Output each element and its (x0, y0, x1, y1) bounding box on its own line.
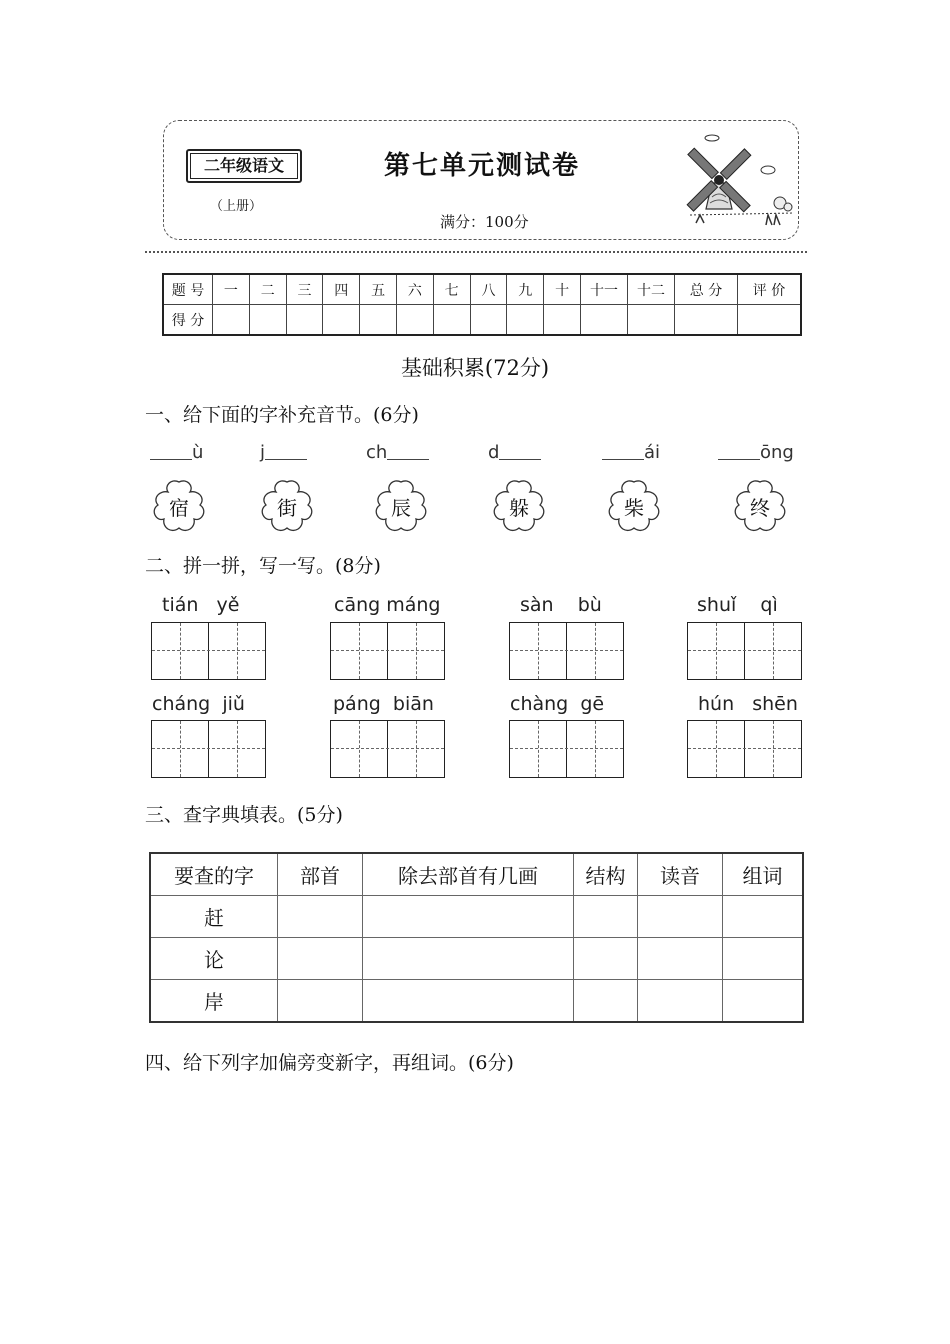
table-row (150, 938, 803, 980)
answer-cell[interactable] (278, 938, 363, 980)
score-header-cell: 二 (249, 274, 286, 305)
flower-char-text: 辰 (391, 496, 411, 520)
answer-cell[interactable] (638, 896, 723, 938)
full-score: 满分：100分 (440, 213, 529, 231)
grade-label-box (186, 149, 302, 183)
flower-char (605, 478, 663, 534)
answer-cell[interactable] (363, 980, 574, 1023)
header-banner (163, 120, 799, 240)
lookup-char: 论 (150, 938, 278, 980)
answer-cell[interactable] (278, 896, 363, 938)
score-header-cell: 五 (360, 274, 397, 305)
answer-cell[interactable] (574, 980, 638, 1023)
writing-grid[interactable] (151, 622, 266, 680)
page-title: 第七单元测试卷 (384, 151, 581, 181)
pinyin-word: chàng gē (510, 693, 605, 715)
question-3-title: 三、查字典填表。(5分) (145, 804, 343, 826)
dictionary-header-cell: 组词 (723, 853, 804, 896)
score-input-cell[interactable] (738, 305, 802, 336)
pinyin-final: ù (192, 442, 204, 463)
dotted-divider (145, 251, 807, 253)
answer-cell[interactable] (638, 938, 723, 980)
score-header-cell: 十二 (628, 274, 675, 305)
pinyin-final: ōng (760, 442, 794, 463)
dictionary-table (149, 852, 804, 1023)
pinyin-blank[interactable] (602, 442, 660, 463)
volume-label: （上册） (210, 199, 263, 214)
windmill-icon (682, 127, 798, 237)
pinyin-blank[interactable] (718, 442, 794, 463)
answer-blank[interactable] (718, 459, 760, 460)
table-row (150, 896, 803, 938)
dictionary-header-cell: 除去部首有几画 (363, 853, 574, 896)
score-input-cell[interactable] (470, 305, 507, 336)
score-header-cell: 八 (470, 274, 507, 305)
pinyin-word: cāng máng (334, 594, 441, 616)
score-input-cell[interactable] (675, 305, 738, 336)
flower-char-text: 躲 (509, 496, 529, 520)
pinyin-final: ái (644, 442, 661, 463)
score-header-cell: 总 分 (675, 274, 738, 305)
score-input-cell[interactable] (323, 305, 360, 336)
score-header-cell: 六 (396, 274, 433, 305)
writing-grid[interactable] (330, 720, 445, 778)
section-title: 基础积累(72分) (400, 356, 550, 380)
grade-label: 二年级语文 (203, 156, 284, 175)
score-header-cell: 九 (507, 274, 544, 305)
writing-grid[interactable] (330, 622, 445, 680)
pinyin-blank[interactable] (366, 442, 429, 463)
lookup-char: 岸 (150, 980, 278, 1023)
answer-blank[interactable] (499, 459, 541, 460)
pinyin-initial: ch (366, 442, 388, 463)
writing-grid[interactable] (151, 720, 266, 778)
score-input-cell[interactable] (360, 305, 397, 336)
score-header-cell: 十 (544, 274, 581, 305)
score-input-cell[interactable] (581, 305, 628, 336)
flower-char (372, 478, 430, 534)
answer-cell[interactable] (278, 980, 363, 1023)
writing-grid[interactable] (509, 622, 624, 680)
flower-char-text: 终 (750, 496, 770, 520)
answer-cell[interactable] (723, 980, 804, 1023)
score-input-cell[interactable] (507, 305, 544, 336)
writing-grid[interactable] (687, 622, 802, 680)
score-input-cell[interactable] (249, 305, 286, 336)
score-header-cell: 题 号 (163, 274, 213, 305)
pinyin-word: páng biān (333, 693, 434, 715)
answer-cell[interactable] (363, 938, 574, 980)
question-2-title: 二、拼一拼，写一写。(8分) (145, 555, 381, 577)
score-table-score-row (163, 305, 801, 336)
pinyin-word: tián yě (162, 594, 240, 616)
dictionary-header-row (150, 853, 803, 896)
score-input-cell[interactable] (433, 305, 470, 336)
pinyin-blank[interactable] (260, 442, 307, 463)
score-header-cell: 一 (213, 274, 250, 305)
score-input-cell[interactable] (544, 305, 581, 336)
flower-char (490, 478, 548, 534)
score-input-cell[interactable] (213, 305, 250, 336)
lookup-char: 赶 (150, 896, 278, 938)
answer-cell[interactable] (638, 980, 723, 1023)
table-row (150, 980, 803, 1023)
score-header-cell: 七 (433, 274, 470, 305)
score-input-cell[interactable] (628, 305, 675, 336)
answer-cell[interactable] (723, 896, 804, 938)
flower-char-text: 街 (277, 496, 297, 520)
flower-char (150, 478, 208, 534)
answer-cell[interactable] (574, 896, 638, 938)
pinyin-blank[interactable] (488, 442, 541, 463)
answer-blank[interactable] (150, 459, 192, 460)
pinyin-word: hún shēn (698, 693, 798, 715)
score-input-cell[interactable] (286, 305, 323, 336)
score-header-cell: 四 (323, 274, 360, 305)
dictionary-header-cell: 结构 (574, 853, 638, 896)
pinyin-word: sàn bù (520, 594, 602, 616)
score-row-label: 得 分 (163, 305, 213, 336)
score-header-cell: 三 (286, 274, 323, 305)
flower-char-text: 宿 (169, 496, 189, 520)
question-4-title: 四、给下列字加偏旁变新字，再组词。(6分) (145, 1052, 514, 1074)
answer-cell[interactable] (723, 938, 804, 980)
pinyin-initial: d (488, 442, 500, 463)
answer-cell[interactable] (363, 896, 574, 938)
answer-blank[interactable] (265, 459, 307, 460)
flower-char-text: 柴 (624, 496, 644, 520)
writing-grid[interactable] (687, 720, 802, 778)
flower-char (731, 478, 789, 534)
dictionary-header-cell: 读音 (638, 853, 723, 896)
answer-blank[interactable] (602, 459, 644, 460)
dictionary-header-cell: 部首 (278, 853, 363, 896)
score-table (162, 273, 802, 336)
answer-blank[interactable] (387, 459, 429, 460)
question-1-title: 一、给下面的字补充音节。(6分) (145, 404, 419, 426)
answer-cell[interactable] (574, 938, 638, 980)
flower-char (258, 478, 316, 534)
score-table-header-row (163, 274, 801, 305)
pinyin-word: cháng jiǔ (152, 693, 245, 715)
pinyin-blank[interactable] (150, 442, 203, 463)
dictionary-header-cell: 要查的字 (150, 853, 278, 896)
score-header-cell: 十一 (581, 274, 628, 305)
score-input-cell[interactable] (396, 305, 433, 336)
pinyin-word: shuǐ qì (697, 594, 778, 616)
pinyin-initial: j (260, 442, 266, 463)
score-header-cell: 评 价 (738, 274, 802, 305)
writing-grid[interactable] (509, 720, 624, 778)
